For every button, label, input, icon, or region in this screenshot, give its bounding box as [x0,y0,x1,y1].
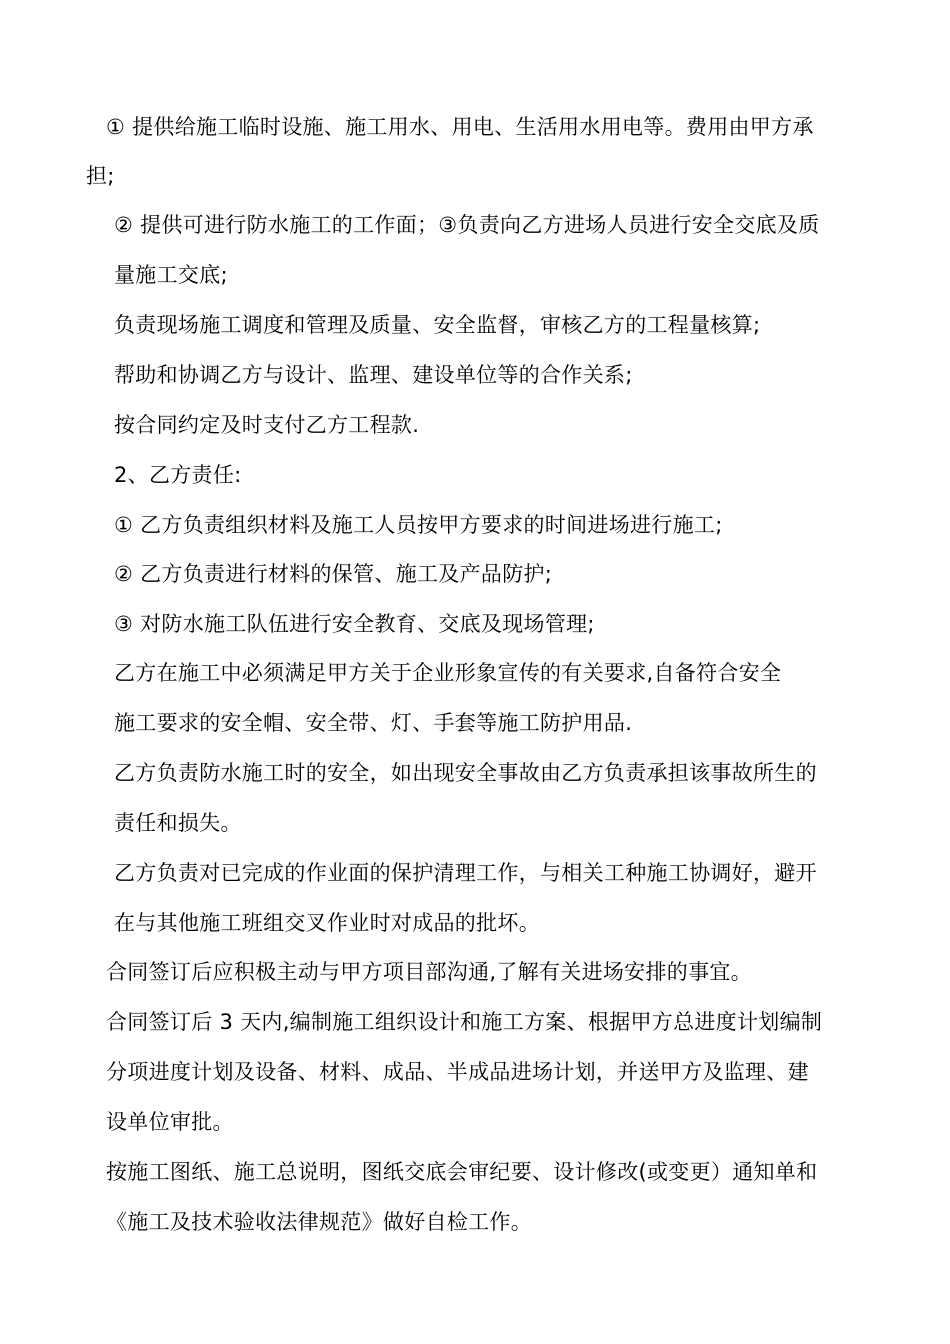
text-line: ① 提供给施工临时设施、施工用水、用电、生活用水用电等。费用由甲方承 [106,115,814,139]
text-line: 乙方负责对已完成的作业面的保护清理工作，与相关工种施工协调好，避开 [114,861,817,885]
text-line: ③ 对防水施工队伍进行安全教育、交底及现场管理; [114,612,595,636]
text-line: 帮助和协调乙方与设计、监理、建设单位等的合作关系; [114,363,633,387]
text-line: 按合同约定及时支付乙方工程款. [114,413,420,437]
text-line: 在与其他施工班组交叉作业时对成品的批坏。 [114,911,540,935]
text-line: ② 提供可进行防水施工的工作面；③负责向乙方进场人员进行安全交底及质 [114,213,820,237]
text-line: 《施工及技术验收法律规范》做好自检工作。 [106,1210,532,1234]
text-line: 担; [86,164,115,188]
text-line: 负责现场施工调度和管理及质量、安全监督，审核乙方的工程量核算; [114,313,761,337]
text-line: 责任和损失。 [114,811,242,835]
text-line: 设单位审批。 [106,1110,234,1134]
text-line: ① 乙方负责组织材料及施工人员按甲方要求的时间进场进行施工; [114,513,723,537]
text-line: 合同签订后应积极主动与甲方项目部沟通,了解有关进场安排的事宜。 [106,960,752,984]
text-line: ② 乙方负责进行材料的保管、施工及产品防护; [114,562,553,586]
section-heading: 2、乙方责任: [114,463,242,487]
text-line: 量施工交底; [114,263,228,287]
text-line: 分项进度计划及设备、材料、成品、半成品进场计划，并送甲方及监理、建 [106,1060,809,1084]
text-line: 乙方在施工中必须满足甲方关于企业形象宣传的有关要求,自备符合安全 [114,661,782,685]
text-line: 按施工图纸、施工总说明，图纸交底会审纪要、设计修改(或变更）通知单和 [106,1160,818,1184]
text-line: 合同签订后 3 天内,编制施工组织设计和施工方案、根据甲方总进度计划编制 [106,1010,823,1034]
text-line: 乙方负责防水施工时的安全，如出现安全事故由乙方负责承担该事故所生的 [114,761,817,785]
text-line: 施工要求的安全帽、安全带、灯、手套等施工防护用品. [114,711,633,735]
